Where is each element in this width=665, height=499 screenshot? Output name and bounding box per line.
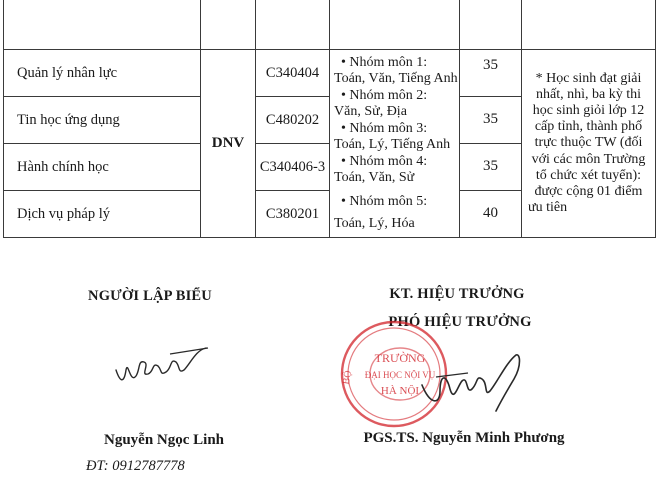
preparer-title: NGƯỜI LẬP BIỂU [88, 288, 212, 304]
subject-group-label: Nhóm môn 3: [349, 120, 428, 136]
subject-group [334, 88, 459, 120]
subject-groups-cell [330, 50, 460, 238]
table-row [4, 50, 656, 97]
subject-group-label: Nhóm môn 4: [349, 154, 428, 170]
bullet-icon: • [341, 154, 346, 170]
preparer-phone: ĐT: 0912787778 [86, 458, 185, 474]
preparer-name: Nguyễn Ngọc Linh [103, 432, 225, 448]
seal-text-side: BỘ [340, 369, 355, 386]
quota: 35 [460, 144, 522, 191]
bullet-icon: • [341, 54, 346, 70]
major-code: C480202 [256, 97, 330, 144]
quota: 40 [460, 191, 522, 238]
preparer-phone-block [86, 458, 236, 475]
bullet-icon: • [341, 120, 346, 136]
priority-note: * Học sinh đạt giải nhất, nhì, ba kỳ thi học sinh giỏi lớp 12 cấp tỉnh, thành phố trực thuộc TW (đối với các môn Trường tổ chức xét tuyển): được cộng 01 điểm ưu tiên [522, 50, 656, 238]
quota: 35 [460, 97, 522, 144]
approver-block [372, 286, 542, 303]
subject-group [334, 154, 459, 186]
header-cell [201, 0, 256, 50]
header-cell [4, 0, 201, 50]
preparer-block [70, 288, 230, 305]
quota: 35 [460, 50, 522, 97]
header-cell [256, 0, 330, 50]
approver-title-line2: PHÓ HIỆU TRƯỞNG [388, 314, 532, 330]
seal-text-line3: HÀ NỘI [380, 385, 420, 397]
bullet-icon: • [341, 87, 346, 103]
major-code: C380201 [256, 191, 330, 238]
approver-name-block [348, 430, 580, 447]
unit-code: DNV [201, 50, 256, 238]
subject-group-label: Nhóm môn 1: [349, 54, 428, 70]
approver-title-line1: KT. HIỆU TRƯỞNG [389, 286, 525, 302]
preparer-name-block [84, 432, 244, 449]
seal-text-line2: ĐẠI HỌC NỘI VỤ [364, 370, 436, 380]
subject-group-label: Nhóm môn 2: [349, 87, 428, 103]
subject-group-subjects: Văn, Sử, Địa [334, 103, 407, 119]
subject-group [334, 121, 459, 153]
approver-name: PGS.TS. Nguyễn Minh Phương [363, 430, 565, 446]
header-cell [330, 0, 460, 50]
subject-group-label: Nhóm môn 5: [349, 194, 428, 210]
major-name: Tin học ứng dụng [4, 97, 201, 144]
preparer-signature [110, 340, 220, 395]
subject-group [334, 55, 459, 87]
major-name: Dịch vụ pháp lý [4, 191, 201, 238]
subject-group-subjects: Toán, Văn, Sử [334, 170, 415, 186]
major-name: Hành chính học [4, 144, 201, 191]
seal-text-line1: TRƯỜNG [374, 351, 426, 365]
header-cell [522, 0, 656, 50]
approver-signature [410, 345, 540, 420]
table-header-row [4, 0, 656, 50]
major-name: Quản lý nhân lực [4, 50, 201, 97]
subject-group-subjects: Toán, Lý, Hóa [334, 216, 415, 232]
bullet-icon: • [341, 194, 346, 210]
header-cell [460, 0, 522, 50]
major-code: C340406-3 [256, 144, 330, 191]
subject-group-subjects: Toán, Văn, Tiếng Anh [334, 70, 458, 86]
major-code: C340404 [256, 50, 330, 97]
subject-group [334, 194, 459, 232]
admissions-table [3, 0, 656, 238]
subject-group-subjects: Toán, Lý, Tiếng Anh [334, 137, 451, 152]
